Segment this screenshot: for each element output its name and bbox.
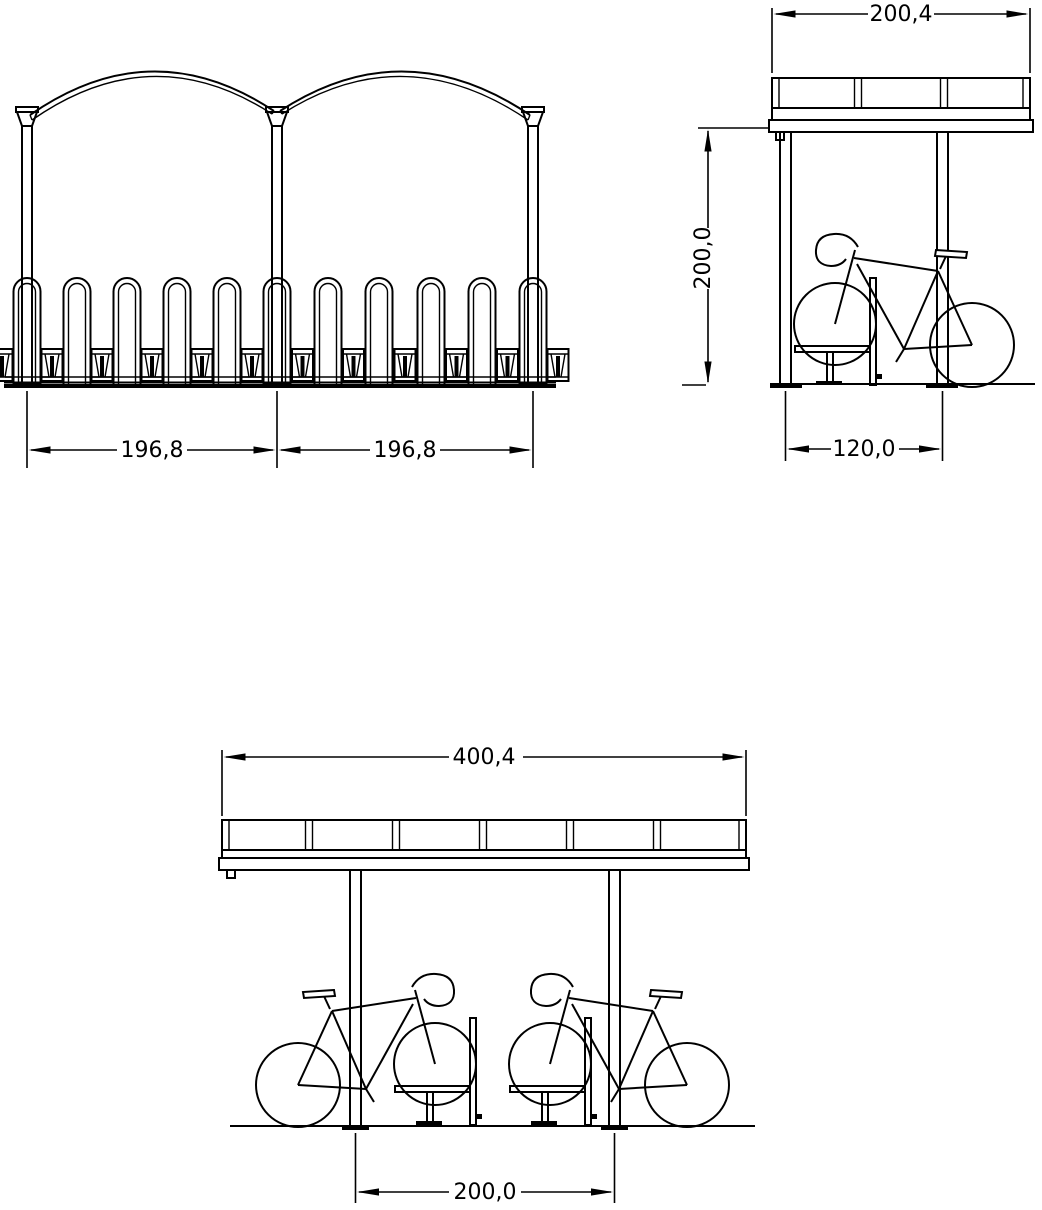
wheel-holder xyxy=(242,349,263,381)
wheel-holder xyxy=(343,349,364,381)
bike-hoop xyxy=(520,278,547,385)
bike-hoop xyxy=(14,278,41,385)
roof-back xyxy=(219,820,749,878)
wheel-holder xyxy=(548,349,569,381)
wheel-holder xyxy=(0,349,13,381)
wheel-holder xyxy=(497,349,518,381)
bike-hoop xyxy=(418,278,445,385)
dimension-label-post-spacing-side: 120,0 xyxy=(832,437,896,462)
front-view xyxy=(0,71,569,468)
wheel-holder xyxy=(292,349,313,381)
dimension-label-bay-left: 196,8 xyxy=(120,438,184,463)
ground-line-side xyxy=(770,384,1035,386)
wheel-holder xyxy=(395,349,416,381)
dimension-label-height: 200,0 xyxy=(691,226,716,290)
arched-roof-left-bay xyxy=(30,71,274,120)
bike-hoop xyxy=(164,278,191,385)
dimension-height xyxy=(682,128,770,385)
bike-hoop xyxy=(114,278,141,385)
dimension-post-spacing-side xyxy=(786,391,943,462)
post-center xyxy=(266,107,288,386)
bike-hoop xyxy=(469,278,496,385)
post-right xyxy=(522,107,544,386)
wheel-holder xyxy=(92,349,113,381)
wheel-holder xyxy=(142,349,163,381)
dimension-label-post-spacing-back: 200,0 xyxy=(453,1180,517,1205)
dimension-roof-width-side xyxy=(772,2,1030,73)
side-view xyxy=(682,2,1035,462)
roof-side xyxy=(769,78,1033,140)
arched-roof-right-bay xyxy=(280,71,530,120)
wheel-holder xyxy=(446,349,467,381)
dimension-roof-width-back xyxy=(222,745,746,816)
bicycle-left xyxy=(256,974,476,1127)
bike-hoop xyxy=(366,278,393,385)
ground-line-back xyxy=(230,1126,755,1128)
bike-hoop xyxy=(315,278,342,385)
wheel-holder xyxy=(192,349,213,381)
post-left xyxy=(16,107,38,386)
dimension-label-bay-right: 196,8 xyxy=(373,438,437,463)
bike-hoop xyxy=(64,278,91,385)
dimension-label-roof-width-side: 200,4 xyxy=(869,2,933,27)
gutter-outlet xyxy=(227,870,235,878)
dimension-bay-right xyxy=(279,391,534,468)
dimension-label-roof-width-back: 400,4 xyxy=(452,745,516,770)
wheel-holder xyxy=(42,349,63,381)
back-view xyxy=(219,745,755,1205)
bicycle xyxy=(794,234,1014,387)
dimension-bay-left xyxy=(27,391,277,468)
bike-hoop xyxy=(214,278,241,385)
bike-hoop xyxy=(264,278,291,385)
post-side-left xyxy=(780,132,791,385)
dimension-post-spacing-back xyxy=(356,1133,615,1205)
